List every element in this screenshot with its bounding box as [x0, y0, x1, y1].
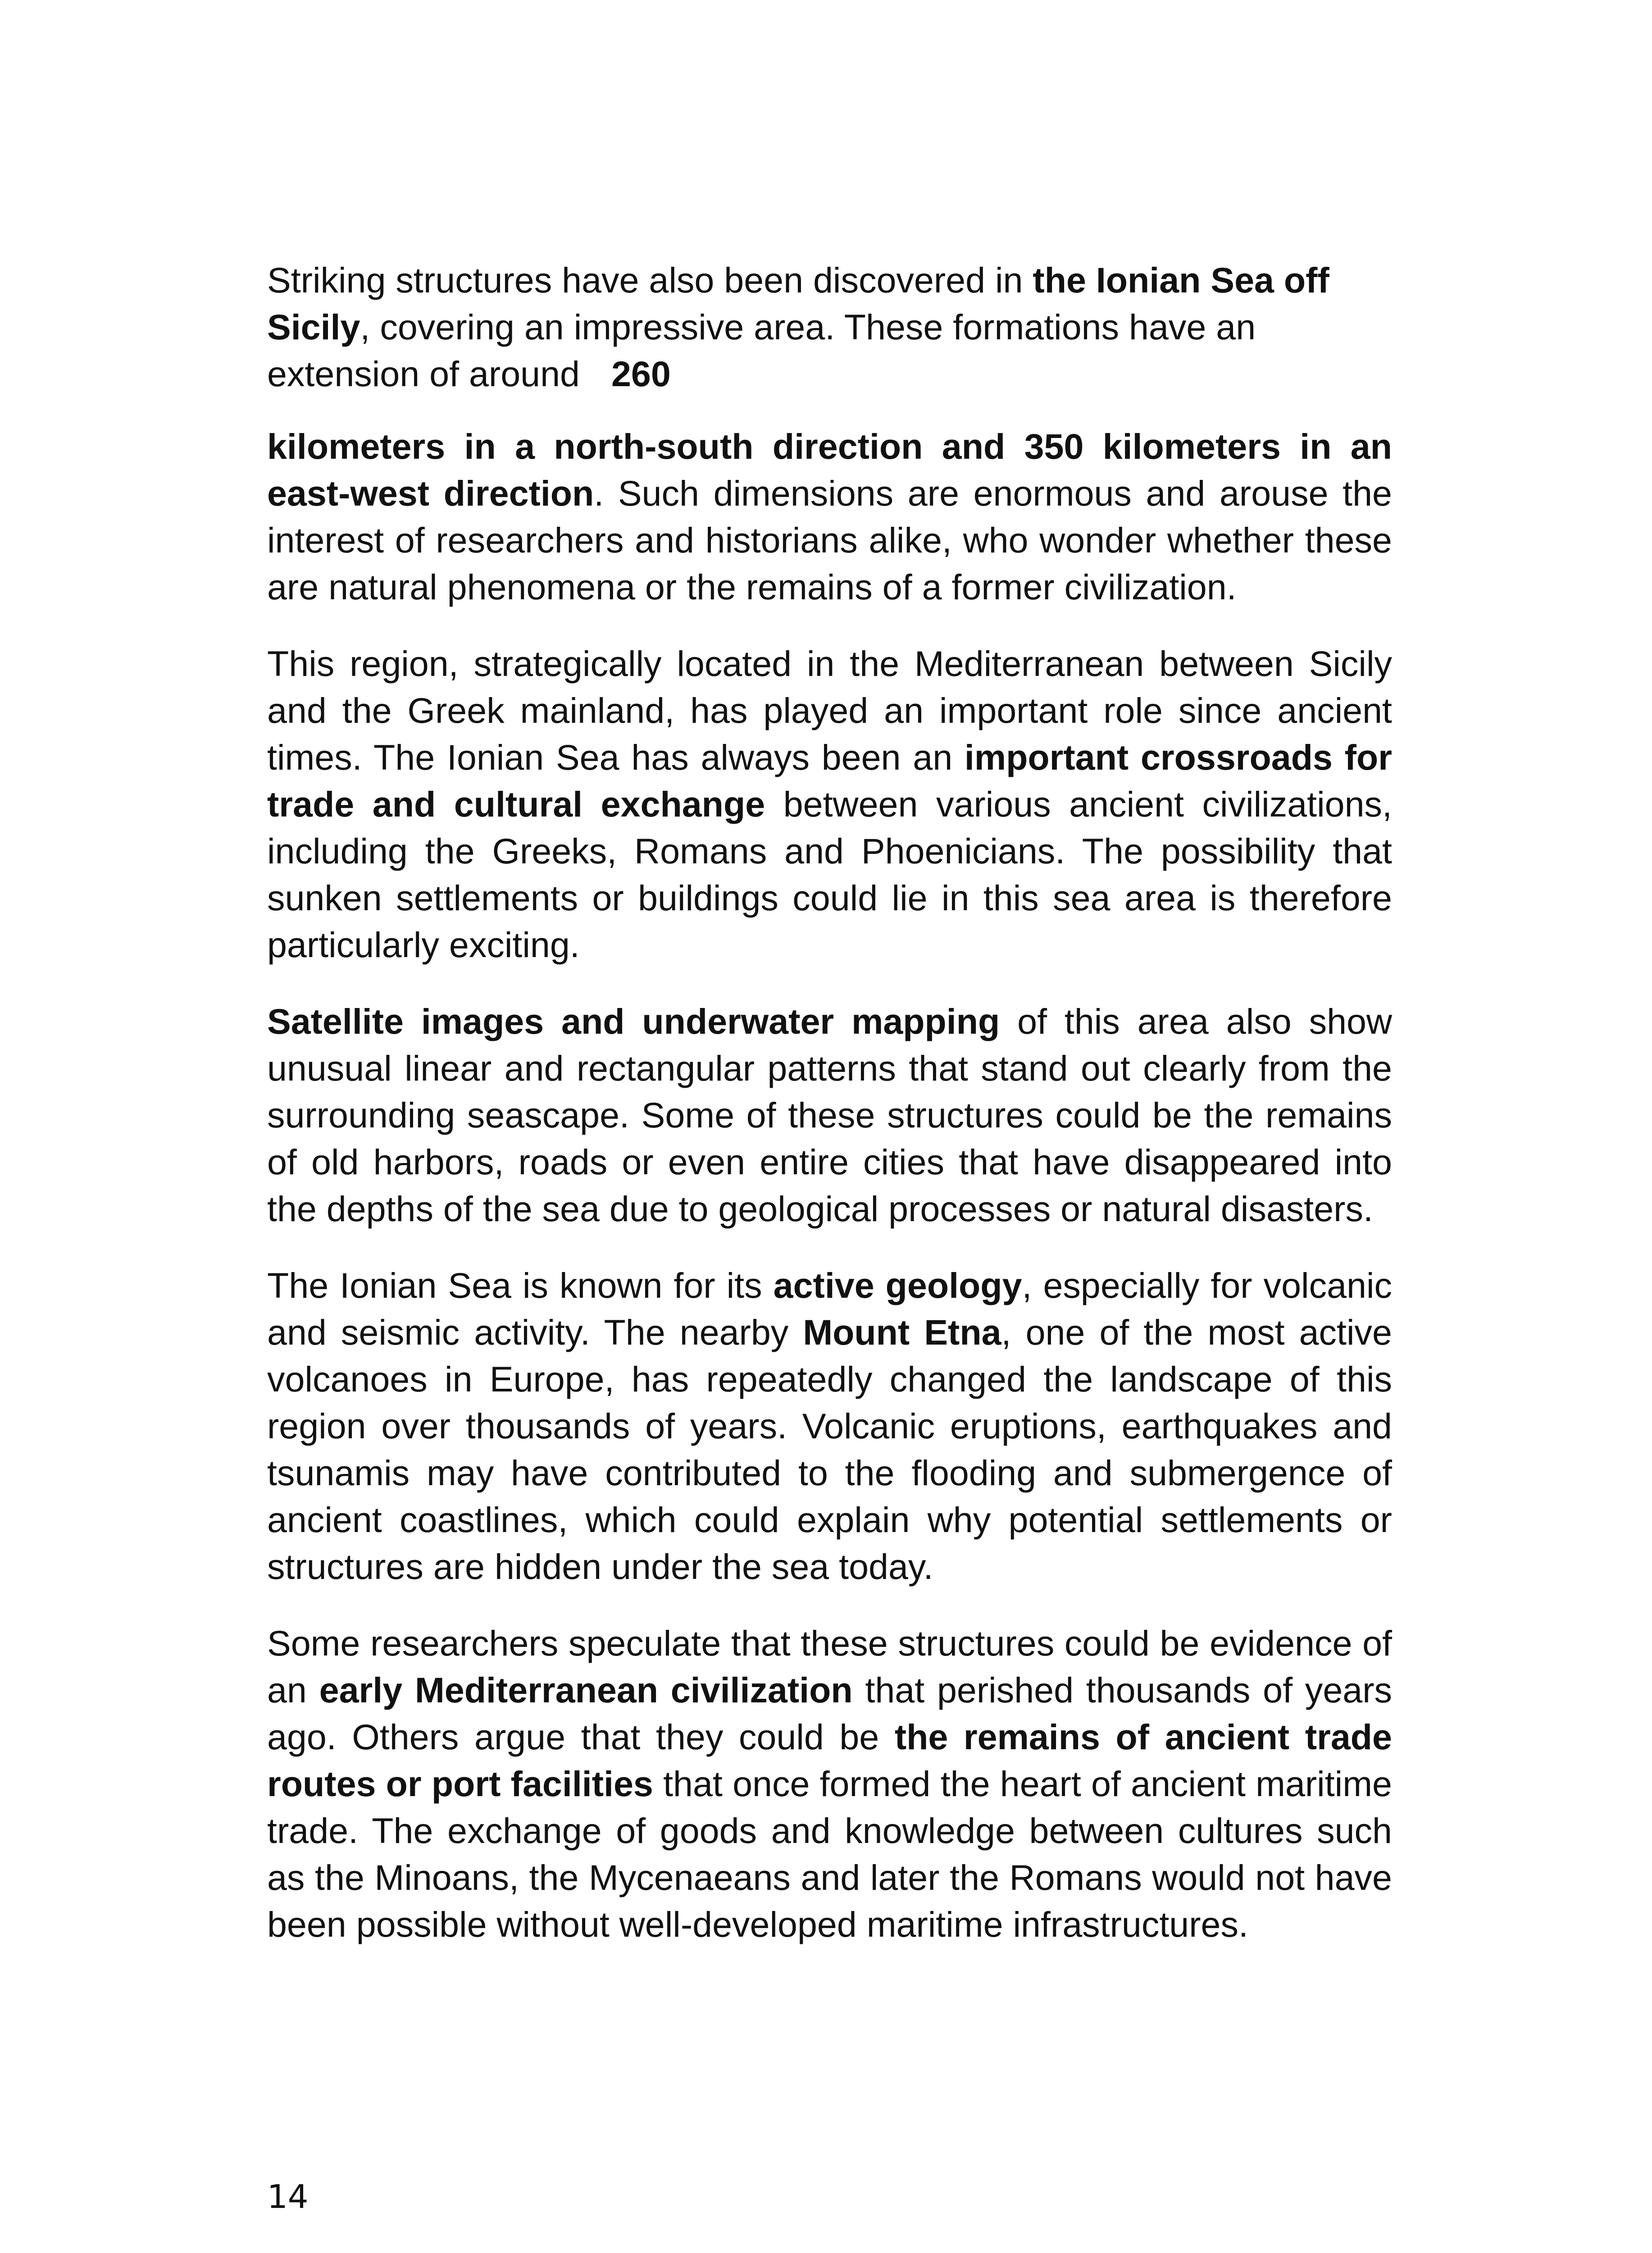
paragraph-3	[267, 640, 1392, 968]
paragraph-4-text: of this area also show unusual linear and rectangular patterns that stand out clearly from the surrounding seascape. Some of these structures could be the remains of old harbors, roads or even entire cities that have disappeared into the depths of the sea due to geological processes or natural disasters.	[267, 1001, 1393, 1229]
paragraph-1-text: Striking structures have also been discovered in	[267, 260, 1033, 300]
paragraph-1-bold-phrase: the Ionian Sea off Sicily	[267, 260, 1329, 347]
paragraph-6-bold-phrase: early Mediterranean civilization	[319, 1670, 853, 1710]
paragraph-1-text-end: , covering an impressive area. These formations have an extension of around	[267, 307, 1256, 394]
paragraph-1	[267, 257, 1392, 397]
paragraph-2-bold-phrase: kilometers in a north-south direction and 350 kilometers in an east-west direction	[267, 426, 1392, 513]
paragraph-3-bold-phrase: important crossroads for trade and cultural exchange	[267, 737, 1392, 824]
paragraph-6-text-end: that once formed the heart of ancient maritime trade. The exchange of goods and knowledge between cultures such as the Minoans, the Mycenaeans and later the Romans would not have been possible without well-developed maritime infrastructures.	[267, 1764, 1392, 1944]
paragraph-5-text: The Ionian Sea is known for its	[267, 1265, 774, 1305]
paragraph-6-text: Some researchers speculate that these structures could be evidence of an	[267, 1623, 1392, 1710]
paragraph-5-bold-phrase-2: Mount Etna	[803, 1312, 1001, 1352]
page-body	[267, 257, 1392, 1978]
paragraph-5-bold-phrase: active geology	[773, 1265, 1022, 1305]
paragraph-5	[267, 1262, 1392, 1590]
paragraph-3-text: This region, strategically located in the Mediterranean between Sicily and the Greek mainland, has played an important role since ancient times. The Ionian Sea has always been an	[267, 643, 1392, 777]
page-number: 14	[267, 2178, 309, 2216]
paragraph-6-text-mid: that perished thousands of years ago. Others argue that they could be	[267, 1670, 1392, 1757]
paragraph-5-text-end: , one of the most active volcanoes in Europe, has repeatedly changed the landscape of this region over thousands of years. Volcanic eruptions, earthquakes and tsunamis may have contributed to the flooding and submergence of ancient coastlines, which could explain why potential settlements or structures are hidden under the sea today.	[267, 1312, 1392, 1587]
paragraph-6	[267, 1620, 1392, 1948]
paragraph-4	[267, 998, 1392, 1232]
paragraph-5-text-mid: , especially for volcanic and seismic activity. The nearby	[267, 1265, 1393, 1352]
paragraph-6-bold-phrase-2: the remains of ancient trade routes or port facilities	[267, 1717, 1392, 1804]
paragraph-4-bold-phrase: Satellite images and underwater mapping	[267, 1001, 1000, 1041]
paragraph-3-text-end: between various ancient civilizations, including the Greeks, Romans and Phoenicians. The possibility that sunken settlements or buildings could lie in this sea area is therefore particularly exciting.	[267, 784, 1392, 965]
paragraph-2-text: . Such dimensions are enormous and arouse the interest of researchers and historians alike, who wonder whether these are natural phenomena or the remains of a former civilization.	[267, 473, 1392, 607]
paragraph-2	[267, 423, 1392, 611]
paragraph-1-trailing-number: 260	[611, 354, 671, 394]
